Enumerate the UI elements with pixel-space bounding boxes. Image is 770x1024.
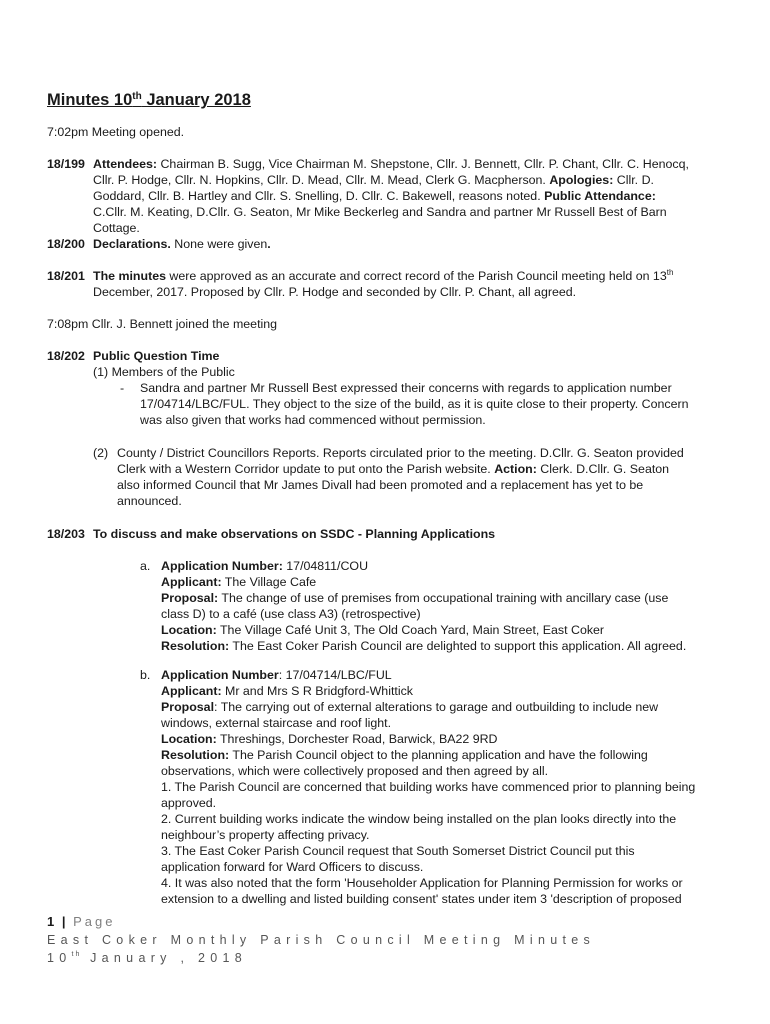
footer-page-number: 1 | Page — [47, 914, 116, 929]
bennett-joined: 7:08pm Cllr. J. Bennett joined the meeting — [47, 317, 278, 331]
reports-line-1: County / District Councillors Reports. Reports circulated prior to the meeting. D.Cllr. G. Seaton provided — [117, 446, 684, 460]
public-concern-line-2: 17/04714/LBC/FUL. They object to the size of the build, as it is quite close to their property. Concern — [140, 397, 689, 411]
application-b-line-11: neighbour’s property affecting privacy. — [161, 828, 370, 842]
application-b-line-1: Application Number: 17/04714/LBC/FUL — [161, 668, 392, 682]
application-b-line-8: 1. The Parish Council are concerned that building works have commenced prior to planning being — [161, 780, 696, 794]
application-b-line-13: application forward for Ward Officers to discuss. — [161, 860, 424, 874]
application-b-line-3: Proposal: The carrying out of external alterations to garage and outbuilding to include new — [161, 700, 659, 714]
application-b-line-10: 2. Current building works indicate the window being installed on the plan looks directly into the — [161, 812, 677, 826]
item-number-200: 18/200 — [47, 237, 85, 251]
attendees-line-1: Attendees: Chairman B. Sugg, Vice Chairman M. Shepstone, Cllr. J. Bennett, Cllr. P. Chant, Cllr. C. Henocq, — [93, 157, 689, 171]
item-number-202: 18/202 — [47, 349, 85, 363]
minutes-line-2: December, 2017. Proposed by Cllr. P. Hodge and seconded by Cllr. P. Chant, all agreed. — [93, 285, 577, 299]
application-b-letter: b. — [140, 668, 151, 682]
declarations-line: Declarations. None were given. — [93, 237, 271, 251]
application-a-line-6: Resolution: The East Coker Parish Council are delighted to support this application. All agreed. — [161, 639, 687, 653]
application-a-line-2: Applicant: The Village Cafe — [161, 575, 317, 589]
attendees-line-2: Cllr. P. Hodge, Cllr. N. Hopkins, Cllr. D. Mead, Cllr. M. Mead, Clerk G. Macpherson. Apologies: Cllr. D. — [93, 173, 654, 187]
application-b-line-9: approved. — [161, 796, 217, 810]
application-b-line-12: 3. The East Coker Parish Council request that South Somerset District Council put this — [161, 844, 635, 858]
application-b-line-15: extension to a dwelling and listed building consent' states under item 3 'description of proposed — [161, 892, 682, 906]
application-b-line-4: windows, external staircase and roof light. — [161, 716, 392, 730]
planning-heading: To discuss and make observations on SSDC - Planning Applications — [93, 527, 496, 541]
page-title: Minutes 10th January 2018 — [47, 91, 251, 109]
bullet-dash: - — [120, 381, 125, 395]
reports-line-2: Clerk with a Western Corridor update to put onto the Parish website. Action: Clerk. D.Cllr. G. Seaton — [117, 462, 670, 476]
item-number-203: 18/203 — [47, 527, 85, 541]
footer-date: 10th January , 2018 — [47, 951, 248, 965]
application-a-letter: a. — [140, 559, 151, 573]
application-a-line-3: Proposal: The change of use of premises from occupational training with ancillary case (use — [161, 591, 669, 605]
application-b-line-6: Resolution: The Parish Council object to the planning application and have the following — [161, 748, 648, 762]
application-b-line-7: observations, which were collectively proposed and then agreed by all. — [161, 764, 549, 778]
footer-title: East Coker Monthly Parish Council Meeting Minutes — [47, 933, 596, 947]
meeting-opened: 7:02pm Meeting opened. — [47, 125, 185, 139]
attendees-line-4: C.Cllr. M. Keating, D.Cllr. G. Seaton, Mr Mike Beckerleg and Sandra and partner Mr Russell Best of Barn — [93, 205, 667, 219]
public-concern-line-1: Sandra and partner Mr Russell Best expressed their concerns with regards to application number — [140, 381, 672, 395]
attendees-line-3: Goddard, Cllr. B. Hartley and Cllr. S. Snelling, D. Cllr. C. Bakewell, reasons noted. Public Attendance: — [93, 189, 656, 203]
minutes-line-1: The minutes were approved as an accurate and correct record of the Parish Council meeting held on 13th — [93, 268, 674, 283]
application-a-line-1: Application Number: 17/04811/COU — [161, 559, 369, 573]
application-a-line-5: Location: The Village Café Unit 3, The Old Coach Yard, Main Street, East Coker — [161, 623, 605, 637]
attendees-line-5: Cottage. — [93, 221, 140, 235]
reports-line-4: announced. — [117, 494, 182, 508]
item-number-201: 18/201 — [47, 269, 85, 283]
application-b-line-5: Location: Threshings, Dorchester Road, Barwick, BA22 9RD — [161, 732, 498, 746]
public-question-heading: Public Question Time — [93, 349, 220, 363]
reports-label: (2) — [93, 446, 109, 460]
application-a-line-4: class D) to a café (use class A3) (retrospective) — [161, 607, 421, 621]
members-of-public-label: (1) Members of the Public — [93, 365, 235, 379]
public-concern-line-3: was also given that works had commenced without permission. — [140, 413, 486, 427]
item-number-199: 18/199 — [47, 157, 85, 171]
application-b-line-2: Applicant: Mr and Mrs S R Bridgford-Whittick — [161, 684, 413, 698]
reports-line-3: also informed Council that Mr James Divall had been promoted and a replacement has yet to be — [117, 478, 644, 492]
application-b-line-14: 4. It was also noted that the form 'Householder Application for Planning Permission for works or — [161, 876, 683, 890]
